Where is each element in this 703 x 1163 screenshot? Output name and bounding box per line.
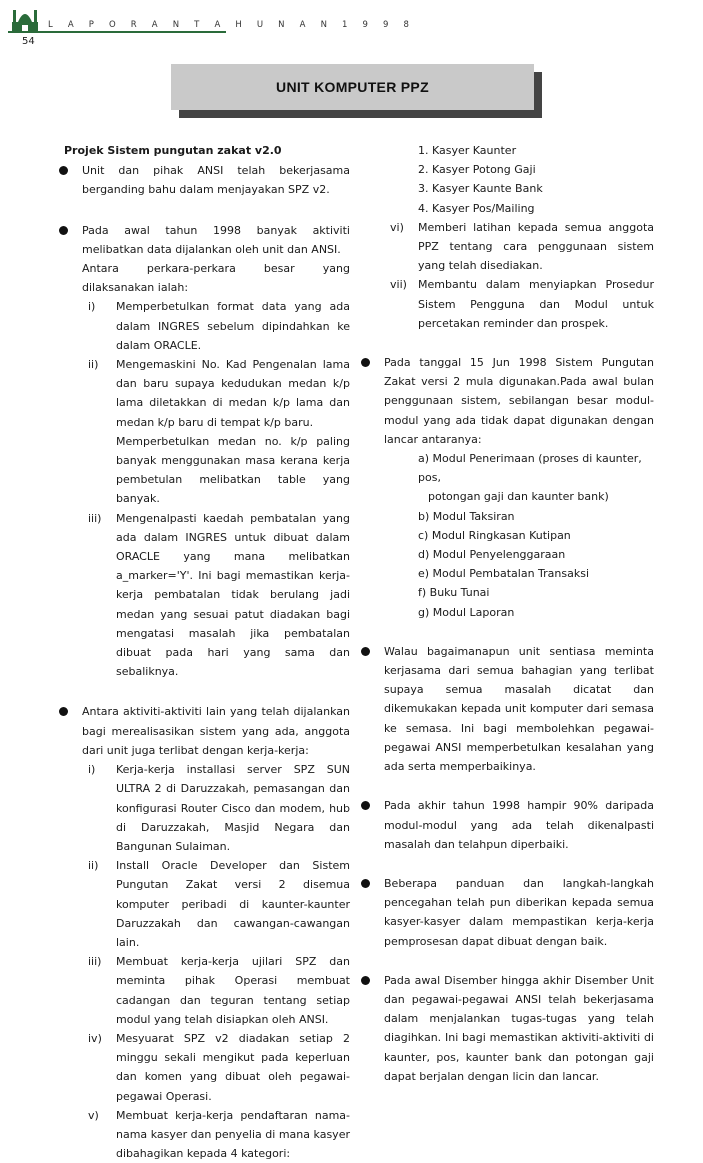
list-item: ii) Mengemaskini No. Kad Pengenalan lama dan baru supaya kedudukan medan k/p lama diletakkan di medan k/p lama dan medan k/p baru di tempat k/p baru. [88,358,350,429]
module-item: c) Modul Ringkasan Kutipan [418,528,571,542]
bullet-paragraph: Pada awal Disember hingga akhir Disember Unit dan pegawai-pegawai ANSI telah bekerjasama dalam menjalankan tugas-tugas yang telah diagihkan. Ini bagi memastikan aktiviti-aktiviti di kaunter, pos, kaunter bank dan potongan gaji dapat berjalan dengan licin dan lancar. [366,971,654,1086]
list-item: vi) Memberi latihan kepada semua anggota PPZ tentang cara penggunaan sistem yang telah disediakan. [390,220,654,273]
bullet-paragraph: Pada akhir tahun 1998 hampir 90% daripada modul-modul yang ada telah dikenalpasti masalah dan telahpun diperbaiki. [366,796,654,854]
bullet-icon [361,801,370,810]
module-item: f) Buku Tunai [418,586,490,600]
bullet-paragraph: Unit dan pihak ANSI telah bekerjasama berganding bahu dalam menjayakan SPZ v2. [64,161,350,199]
right-column [366,141,654,1086]
list-item: Memperbetulkan medan no. k/p paling banyak menggunakan masa kerana kerja pembetulan melibatkan table yang banyak. [116,434,350,506]
module-item: g) Modul Laporan [418,605,515,619]
header-rule [8,31,226,33]
list-item: v) Membuat kerja-kerja pendaftaran nama-nama kasyer dan penyelia di mana kasyer dibahagikan kepada 4 kategori: [88,1108,350,1161]
bullet-icon [59,226,68,235]
bullet-icon [59,166,68,175]
list-item: i) Memperbetulkan format data yang ada dalam INGRES sebelum dipindahkan ke dalam ORACLE. [88,300,350,352]
left-column [64,141,350,1163]
list-item: iv) Mesyuarat SPZ v2 diadakan setiap 2 minggu sekali mengikut pada keperluan dan komen yang dibuat oleh pegawai-pegawai Operasi. [88,1031,350,1103]
list-item: iii) Mengenalpasti kaedah pembatalan yang ada dalam INGRES untuk dibuat dalam ORACLE yang mana melibatkan a_marker='Y'. Ini bagi memastikan kerja-kerja pembatalan tidak berulang jadi medan yang sesuai patut diadakan bagi mengatasi masalah jika pembatalan dibuat pada hari yang sama dan sebaliknya. [88,511,350,679]
list-item: iii) Membuat kerja-kerja ujilari SPZ dan meminta pihak Operasi membuat cadangan dan teguran tentang setiap modul yang telah disiapkan oleh ANSI. [88,955,350,1026]
bullet-paragraph: Walau bagaimanapun unit sentiasa meminta kerjasama dari semua bahagian yang terlibat supaya semua masalah dicatat dan dikemukakan kepada unit komputer dari semasa ke semasa. Ini bagi membolehkan pegawai-pegawai ANSI memperbetulkan kesalahan yang ada serta memperbaikinya. [366,642,654,776]
project-title: Projek Sistem pungutan zakat v2.0 [64,144,282,157]
section-title: UNIT KOMPUTER PPZ [276,79,429,95]
category-item: 3. Kasyer Kaunte Bank [418,182,543,196]
paragraph-continuation: Antara perkara-perkara besar yang dilaksanakan ialah: [82,262,350,295]
module-item: b) Modul Taksiran [418,509,515,523]
section-banner [171,64,542,118]
bullet-icon [361,879,370,888]
bullet-icon [59,707,68,716]
category-item: 2. Kasyer Potong Gaji [418,163,536,177]
category-item: 1. Kasyer Kaunter [418,144,517,157]
bullet-paragraph: Beberapa panduan dan langkah-langkah pencegahan telah pun diberikan kepada semua kasyer-kasyer dalam mempastikan kerja-kerja pemprosesan dapat dibuat dengan baik. [366,874,654,951]
bullet-icon [361,647,370,656]
report-title: L A P O R A N T A H U N A N 1 9 9 8 [48,20,416,30]
module-item: e) Modul Pembatalan Transaksi [418,567,590,581]
bullet-icon [361,976,370,985]
bullet-paragraph: Pada tanggal 15 Jun 1998 Sistem Pungutan Zakat versi 2 mula digunakan.Pada awal bulan penggunaan sistem, sebilangan besar modul-modul yang ada tidak dapat digunakan dengan lancar antaranya: [366,353,654,449]
module-item: potongan gaji dan kaunter bank) [428,490,609,504]
category-item: 4. Kasyer Pos/Mailing [418,201,535,215]
bullet-icon [361,358,370,367]
module-item: a) Modul Penerimaan (proses di kaunter, pos, [418,452,642,485]
list-item: vii) Membantu dalam menyiapkan Prosedur Sistem Pengguna dan Modul untuk percetakan reminder dan prospek. [390,278,654,330]
page-header [8,0,698,50]
bullet-paragraph: Antara aktiviti-aktiviti lain yang telah dijalankan bagi merealisasikan sistem yang ada, anggota dari unit juga terlibat dengan kerja-kerja: [64,702,350,760]
page-number: 54 [22,36,35,47]
module-item: d) Modul Penyelenggaraan [418,548,566,562]
mosque-logo-icon [10,2,40,34]
bullet-paragraph: Pada awal tahun 1998 banyak aktiviti melibatkan data dijalankan oleh unit dan ANSI. [64,221,350,259]
list-item: i) Kerja-kerja installasi server SPZ SUN ULTRA 2 di Daruzzakah, pemasangan dan konfigurasi Router Cisco dan modem, hub di Daruzzakah, Masjid Negara dan Bangunan Sulaiman. [88,763,350,853]
list-item: ii) Install Oracle Developer dan Sistem Pungutan Zakat versi 2 disemua komputer peribadi di kaunter-kaunter Daruzzakah dan cawangan-cawangan lain. [88,859,350,949]
